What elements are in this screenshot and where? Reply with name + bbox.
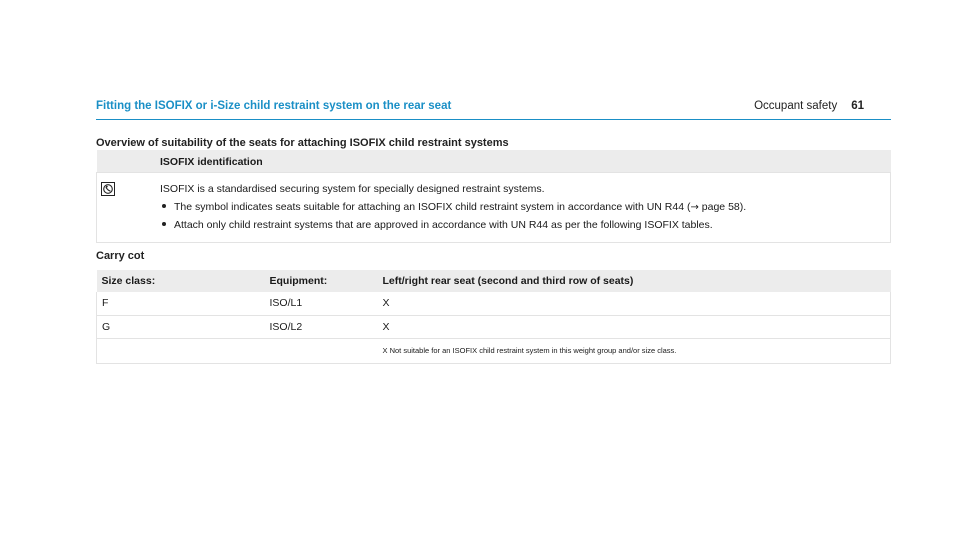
column-header: Size class:: [97, 270, 265, 292]
bullet-dot: [162, 222, 166, 226]
isofix-icon: [101, 182, 115, 196]
bullet-dot: [162, 204, 166, 208]
carry-cot-header-row: [97, 270, 891, 292]
isofix-identification-table: [96, 150, 891, 243]
carry-cot-table: [96, 270, 891, 364]
table-note-row: [97, 338, 891, 363]
arrow-right-icon: →: [690, 201, 699, 213]
isofix-table-header: ISOFIX identification: [158, 150, 891, 172]
column-header: Equipment:: [265, 270, 378, 292]
table-row: F ISO/L1 X: [97, 292, 891, 315]
isofix-table-header-row: [97, 150, 891, 172]
isofix-bullet-1: The symbol indicates seats suitable for attaching an ISOFIX child restraint system in accordance with UN R44 (→ page 58).: [160, 200, 890, 215]
carry-cot-title: Carry cot: [96, 250, 145, 262]
header-section: Occupant safety: [754, 100, 838, 112]
running-header: [754, 100, 864, 112]
column-header: Left/right rear seat (second and third row of seats): [378, 270, 891, 292]
overview-title: Overview of suitability of the seats for attaching ISOFIX child restraint systems: [96, 137, 509, 149]
table-row: G ISO/L2 X: [97, 315, 891, 338]
page-number: 61: [851, 100, 864, 112]
isofix-bullet-2: Attach only child restraint systems that are approved in accordance with UN R44 as per the following ISOFIX tables.: [160, 218, 890, 233]
isofix-description: ISOFIX is a standardised securing system for specially designed restraint systems.: [160, 182, 545, 195]
isofix-table-row: [97, 172, 891, 242]
section-title: Fitting the ISOFIX or i-Size child restraint system on the rear seat: [96, 100, 452, 112]
table-note: X Not suitable for an ISOFIX child restraint system in this weight group and/or size class.: [378, 338, 891, 363]
section-rule: [96, 119, 891, 120]
